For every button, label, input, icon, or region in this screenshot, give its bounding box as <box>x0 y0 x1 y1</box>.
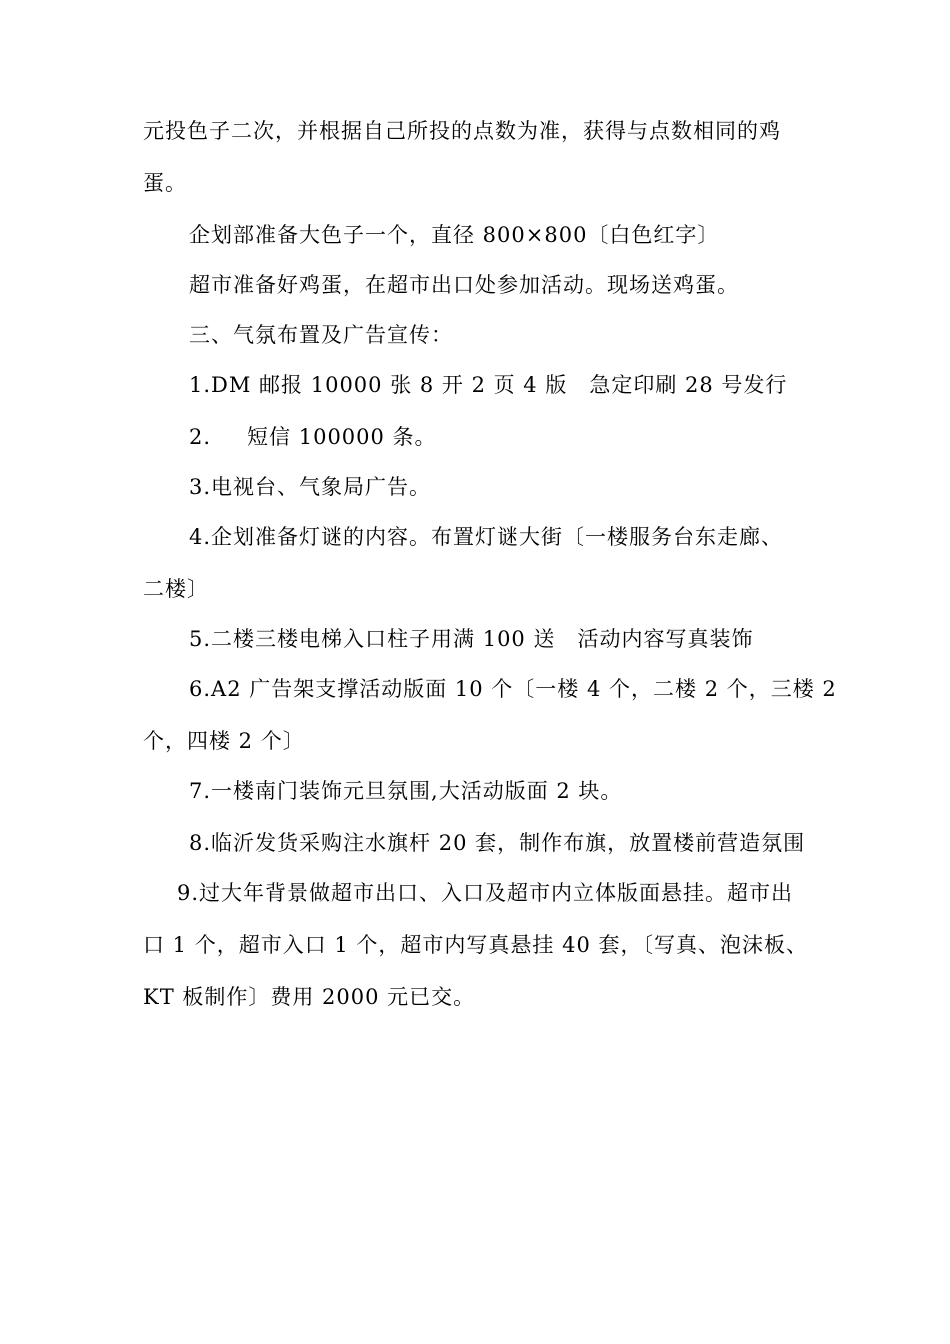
list-item-8 <box>189 830 950 856</box>
list-item-text: 活动内容写真装饰 <box>577 627 754 651</box>
list-item-text: 5.二楼三楼电梯入口柱子用满 100 送 <box>189 627 556 651</box>
list-item-1 <box>189 372 950 398</box>
list-item-text: 口 1 个，超市入口 1 个，超市内写真悬挂 40 套，〔写真、泡沫板、 <box>143 933 808 957</box>
list-item-2 <box>189 424 950 450</box>
list-item-text: 7.一楼南门装饰元旦氛围,大活动版面 2 块。 <box>189 779 623 803</box>
text-segment: 企划部准备大色子一个，直径 800×800〔白色红字〕 <box>189 223 720 247</box>
list-item-text: 6.A2 广告架支撑活动版面 10 个〔一楼 4 个，二楼 2 个，三楼 2 <box>189 677 837 701</box>
text-line-4 <box>189 272 950 298</box>
text-segment: 元投色子二次，并根据自己所投的点数为准，获得与点数相同的鸡 <box>143 119 781 143</box>
text-line-1 <box>143 118 950 144</box>
list-item-6-continued <box>143 728 950 754</box>
list-item-9-continued <box>143 984 950 1010</box>
section-heading-text: 三、气氛布置及广告宣传： <box>189 323 453 347</box>
list-item-6 <box>189 676 950 702</box>
list-item-text: KT 板制作〕费用 2000 元已交。 <box>143 985 476 1009</box>
text-line-3 <box>189 222 950 248</box>
list-item-9 <box>177 880 950 906</box>
section-heading <box>189 322 950 348</box>
list-item-9-continued <box>143 932 950 958</box>
list-item-text: 1.DM 邮报 10000 张 8 开 2 页 4 版 <box>189 373 568 397</box>
text-line-2 <box>143 170 950 196</box>
list-item-5 <box>189 626 950 652</box>
list-item-4-continued <box>143 576 950 602</box>
list-item-text: 短信 100000 条。 <box>247 425 437 449</box>
list-item-4 <box>189 524 950 550</box>
list-item-number: 2. <box>189 425 212 449</box>
list-item-text: 急定印刷 28 号发行 <box>589 373 788 397</box>
list-item-text: 9.过大年背景做超市出口、入口及超市内立体版面悬挂。超市出 <box>177 881 794 905</box>
text-segment: 超市准备好鸡蛋，在超市出口处参加活动。现场送鸡蛋。 <box>189 273 739 297</box>
list-item-7 <box>189 778 950 804</box>
list-item-text: 3.电视台、气象局广告。 <box>189 475 432 499</box>
list-item-text: 8.临沂发货采购注水旗杆 20 套，制作布旗，放置楼前营造氛围 <box>189 831 806 855</box>
list-item-text: 4.企划准备灯谜的内容。布置灯谜大街〔一楼服务台东走廊、 <box>189 525 784 549</box>
text-segment: 蛋。 <box>143 171 187 195</box>
list-item-text: 个，四楼 2 个〕 <box>143 729 305 753</box>
list-item-text: 二楼〕 <box>143 577 209 601</box>
list-item-3 <box>189 474 950 500</box>
